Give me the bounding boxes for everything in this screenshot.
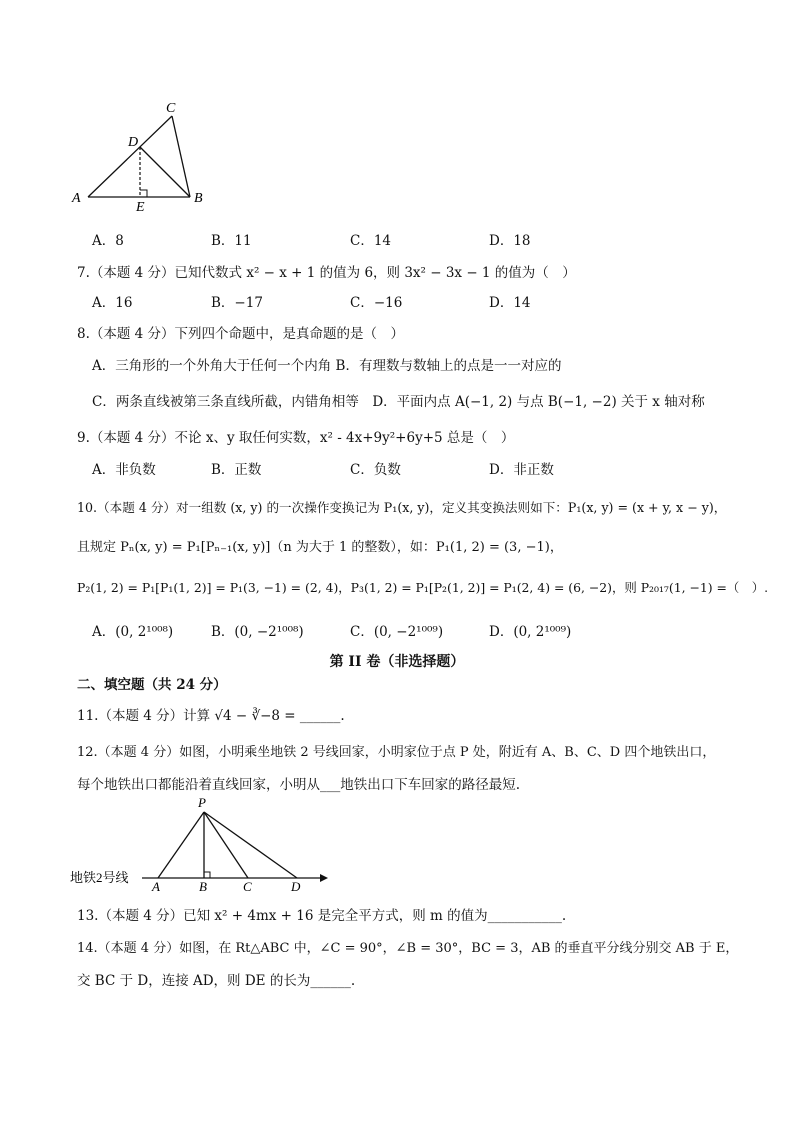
q9-option-b[interactable]: B．正数 [211, 462, 262, 478]
label-c: C [243, 879, 252, 894]
q7-stem: 7.（本题 4 分）已知代数式 x² − x + 1 的值为 6，则 3x² − 3x − 1 的值为（ ） [77, 265, 576, 281]
triangle-figure [60, 98, 220, 213]
q10-option-d[interactable]: D．(0, 2¹⁰⁰⁹) [489, 624, 572, 640]
q7-option-b[interactable]: B．−17 [211, 295, 263, 311]
label-c: C [166, 101, 176, 116]
q6-option-a[interactable]: A．8 [92, 233, 124, 249]
label-a: A [152, 879, 160, 894]
q8-stem: 8.（本题 4 分）下列四个命题中，是真命题的是（ ） [77, 326, 405, 342]
q10-option-b[interactable]: B．(0, −2¹⁰⁰⁸) [211, 624, 304, 640]
q7-option-c[interactable]: C．−16 [350, 295, 403, 311]
q12-line2: 每个地铁出口都能沿着直线回家，小明从___地铁出口下车回家的路径最短. [77, 777, 521, 793]
part2-title: 二、填空题（共 24 分） [77, 677, 227, 693]
q14-line1: 14.（本题 4 分）如图，在 Rt△ABC 中，∠C = 90°，∠B = 30°，BC = 3，AB 的垂直平分线分别交 AB 于 E， [77, 941, 739, 956]
q9-option-a[interactable]: A．非负数 [92, 462, 156, 478]
label-d: D [291, 879, 301, 894]
q14-line2: 交 BC 于 D，连接 AD，则 DE 的长为______. [77, 973, 356, 989]
q10-line2: 且规定 Pₙ(x, y) = P₁[Pₙ₋₁(x, y)]（n 为大于 1 的整数），如：P₁(1, 2) = (3, −1)， [77, 540, 563, 555]
subway-line-label: 地铁2号线 [70, 870, 129, 885]
q7-option-a[interactable]: A．16 [92, 295, 133, 311]
q12-line1: 12.（本题 4 分）如图，小明乘坐地铁 2 号线回家，小明家位于点 P 处，附近有 A、B、C、D 四个地铁出口， [77, 745, 716, 760]
label-b: B [194, 191, 203, 206]
q6-option-b[interactable]: B．11 [211, 233, 252, 249]
q9-option-d[interactable]: D．非正数 [489, 462, 554, 478]
right-angle-mark [204, 872, 210, 878]
label-a: A [72, 191, 81, 206]
q6-option-c[interactable]: C．14 [350, 233, 392, 249]
q13-text: 13.（本题 4 分）已知 x² + 4mx + 16 是完全平方式，则 m 的值为___________. [77, 908, 567, 924]
segment-pd [204, 812, 297, 878]
q10-line1: 10.（本题 4 分）对一组数 (x, y) 的一次操作变换记为 P₁(x, y)，定义其变换法则如下：P₁(x, y) = (x + y, x − y)， [77, 500, 727, 515]
subway-figure [70, 794, 340, 894]
q10-option-a[interactable]: A．(0, 2¹⁰⁰⁸) [92, 624, 174, 640]
right-angle-mark [140, 190, 147, 197]
side-cb [172, 116, 190, 197]
segment-pa [158, 812, 204, 878]
q7-option-d[interactable]: D．14 [489, 295, 531, 311]
q9-option-c[interactable]: C．负数 [350, 462, 401, 478]
section-title: 第 II 卷（非选择题） [329, 654, 465, 670]
label-b: B [199, 879, 207, 894]
side-ac [88, 116, 172, 197]
label-e: E [136, 200, 145, 213]
q8-options-line1[interactable]: A．三角形的一个外角大于任何一个内角 B．有理数与数轴上的点是一一对应的 [92, 358, 562, 374]
label-d: D [128, 135, 139, 150]
arrow-icon [320, 874, 328, 882]
label-p: P [198, 795, 206, 810]
q6-option-d[interactable]: D．18 [489, 233, 531, 249]
q10-option-c[interactable]: C．(0, −2¹⁰⁰⁹) [350, 624, 444, 640]
q9-stem: 9.（本题 4 分）不论 x、y 取任何实数，x² - 4x+9y²+6y+5 总是（ ） [77, 430, 515, 446]
q8-options-line2[interactable]: C．两条直线被第三条直线所截，内错角相等 D．平面内点 A(−1, 2) 与点 B(−1, −2) 关于 x 轴对称 [92, 394, 705, 410]
segment-pc [204, 812, 248, 878]
q10-line3: P₂(1, 2) = P₁[P₁(1, 2)] = P₁(3, −1) = (2, 4)，P₃(1, 2) = P₁[P₂(1, 2)] = P₁(2, 4) = (6, −2)，则 P₂₀₁₇(1, −1) =（ ）. [77, 580, 769, 595]
q11-text: 11.（本题 4 分）计算 √4 − ∛−8 = ______. [77, 708, 345, 724]
